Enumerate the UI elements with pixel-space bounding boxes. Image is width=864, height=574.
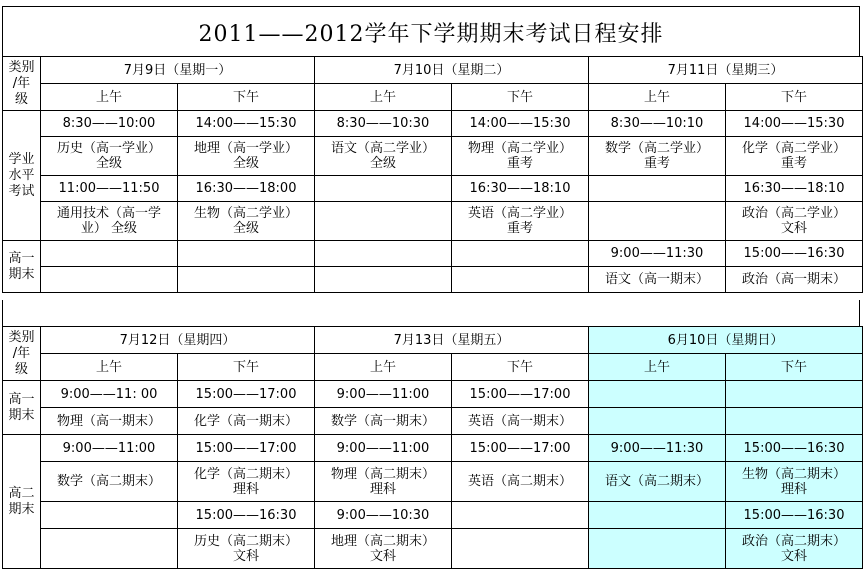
exam-subject: 政治（高二学业） [741, 206, 846, 221]
exam-subject: 地理（高二期末） [330, 533, 435, 549]
exam-subject: 政治（高二期末） [741, 533, 846, 549]
exam-cell [178, 202, 315, 241]
time-cell: 11:00——11:50 [41, 176, 178, 202]
exam-cell [452, 267, 589, 293]
exam-cell: 政治（高一期末） [726, 267, 863, 293]
time-cell: 15:00——16:30 [726, 502, 863, 529]
exam-subject: 历史（高一学业） [56, 141, 161, 156]
time-cell: 14:00——15:30 [452, 111, 589, 137]
group-label-line: 高二 [8, 485, 35, 501]
exam-cell [589, 462, 726, 502]
time-cell [315, 176, 452, 202]
group-label-line: 水平 [8, 167, 35, 183]
exam-note: 理科 [780, 481, 807, 497]
exam-cell [452, 529, 589, 569]
pm-header: 下午 [452, 354, 589, 381]
group-label [3, 241, 41, 293]
category-header-line: 类别 [8, 329, 35, 345]
exam-note: 全级 [369, 156, 396, 171]
pm-header: 下午 [726, 84, 863, 111]
exam-cell [41, 529, 178, 569]
time-cell: 15:00——16:30 [178, 502, 315, 529]
time-cell: 15:00——17:00 [452, 381, 589, 408]
exam-cell [315, 202, 452, 241]
exam-cell [726, 462, 863, 502]
exam-subject: 地理（高一学业） [193, 141, 298, 156]
exam-subject: 物理（高二学业） [467, 141, 572, 156]
exam-cell [315, 267, 452, 293]
exam-cell [452, 202, 589, 241]
time-cell: 16:30——18:00 [178, 176, 315, 202]
exam-cell [41, 267, 178, 293]
schedule-table-bottom [2, 326, 863, 569]
am-header: 上午 [41, 354, 178, 381]
day-header: 7月9日（星期一） [41, 57, 315, 84]
category-header-line: 类别 [8, 59, 35, 75]
exam-note: 文科 [369, 548, 396, 564]
exam-cell [178, 267, 315, 293]
exam-cell: 语文（高一期末） [589, 267, 726, 293]
group-label-line: 高一 [8, 391, 35, 407]
time-cell: 9:00——11:00 [315, 381, 452, 408]
exam-subject: 英语（高二期末） [467, 474, 572, 489]
exam-cell: 化学（高一期末） [178, 408, 315, 435]
group-label-line: 期末 [8, 501, 35, 517]
time-cell: 16:30——18:10 [452, 176, 589, 202]
exam-subject: 数学（高二学业） [604, 141, 709, 156]
exam-subject: 历史（高二期末） [193, 533, 298, 549]
time-cell: 9:00——11:30 [589, 241, 726, 267]
exam-cell [178, 462, 315, 502]
day-header: 7月11日（星期三） [589, 57, 863, 84]
exam-note: 全级 [95, 156, 122, 171]
time-cell: 9:00——11: 00 [41, 381, 178, 408]
time-cell: 16:30——18:10 [726, 176, 863, 202]
time-cell: 9:00——10:30 [315, 502, 452, 529]
exam-cell [726, 529, 863, 569]
exam-subject: 语文（高二学业） [330, 141, 435, 156]
exam-cell [589, 202, 726, 241]
time-cell: 15:00——17:00 [178, 435, 315, 462]
exam-note: 重考 [643, 156, 670, 171]
exam-note: 业） 全级 [80, 221, 138, 236]
day-header: 7月12日（星期四） [41, 327, 315, 354]
day-header: 7月13日（星期五） [315, 327, 589, 354]
exam-cell [589, 137, 726, 176]
am-header: 上午 [589, 84, 726, 111]
am-header: 上午 [315, 84, 452, 111]
exam-cell [452, 137, 589, 176]
pm-header: 下午 [726, 354, 863, 381]
category-header-line: /年 [12, 345, 31, 361]
exam-note: 重考 [506, 221, 533, 236]
group-label-line: 学业 [8, 151, 35, 167]
exam-subject: 生物（高二期末） [741, 466, 846, 482]
exam-cell [315, 529, 452, 569]
exam-cell [726, 137, 863, 176]
exam-subject: 英语（高二学业） [467, 206, 572, 221]
exam-cell [589, 408, 726, 435]
time-cell: 9:00——11:00 [41, 435, 178, 462]
group-label [3, 111, 41, 241]
exam-cell [41, 462, 178, 502]
time-cell: 9:00——11:00 [315, 435, 452, 462]
exam-subject: 化学（高二期末） [193, 466, 298, 482]
exam-cell [315, 137, 452, 176]
exam-cell: 数学（高一期末） [315, 408, 452, 435]
time-cell [41, 241, 178, 267]
exam-note: 文科 [780, 221, 807, 236]
exam-subject: 生物（高二学业） [193, 206, 298, 221]
day-header: 7月10日（星期二） [315, 57, 589, 84]
group-label-line: 期末 [8, 266, 35, 282]
time-cell [315, 241, 452, 267]
exam-cell [452, 462, 589, 502]
exam-cell [178, 529, 315, 569]
pm-header: 下午 [452, 84, 589, 111]
exam-cell [726, 408, 863, 435]
group-label-line: 考试 [8, 183, 35, 199]
time-cell [589, 502, 726, 529]
exam-subject: 物理（高二期末） [330, 466, 435, 482]
time-cell [452, 502, 589, 529]
exam-subject: 语文（高二期末） [604, 474, 709, 489]
exam-note: 文科 [232, 548, 259, 564]
exam-subject: 化学（高二学业） [741, 141, 846, 156]
exam-cell: 英语（高一期末） [452, 408, 589, 435]
am-header: 上午 [315, 354, 452, 381]
category-header [3, 57, 41, 111]
exam-cell [41, 137, 178, 176]
group-label-line: 期末 [8, 407, 35, 423]
time-cell: 15:00——16:30 [726, 435, 863, 462]
exam-subject: 数学（高二期末） [56, 474, 161, 489]
pm-header: 下午 [178, 84, 315, 111]
group-label [3, 435, 41, 569]
time-cell: 15:00——16:30 [726, 241, 863, 267]
category-header-line: 级 [14, 361, 28, 377]
exam-note: 理科 [232, 481, 259, 497]
exam-cell [589, 529, 726, 569]
section-gap [2, 300, 860, 326]
category-header-line: 级 [14, 91, 28, 107]
group-label-line: 高一 [8, 250, 35, 266]
time-cell [589, 176, 726, 202]
time-cell [41, 502, 178, 529]
time-cell: 8:30——10:10 [589, 111, 726, 137]
exam-subject: 通用技术（高一学 [56, 206, 161, 221]
time-cell: 15:00——17:00 [178, 381, 315, 408]
group-label [3, 381, 41, 435]
time-cell: 15:00——17:00 [452, 435, 589, 462]
category-header [3, 327, 41, 381]
time-cell: 14:00——15:30 [178, 111, 315, 137]
am-header: 上午 [41, 84, 178, 111]
time-cell: 9:00——11:30 [589, 435, 726, 462]
time-cell [178, 241, 315, 267]
exam-cell [315, 462, 452, 502]
exam-note: 重考 [780, 156, 807, 171]
category-header-line: /年 [12, 75, 31, 91]
time-cell [452, 241, 589, 267]
pm-header: 下午 [178, 354, 315, 381]
time-cell: 8:30——10:30 [315, 111, 452, 137]
time-cell [726, 381, 863, 408]
time-cell: 14:00——15:30 [726, 111, 863, 137]
exam-cell [41, 202, 178, 241]
page-title: 2011——2012学年下学期期末考试日程安排 [2, 6, 860, 57]
exam-cell [726, 202, 863, 241]
am-header: 上午 [589, 354, 726, 381]
exam-note: 全级 [232, 221, 259, 236]
exam-cell [178, 137, 315, 176]
time-cell [589, 381, 726, 408]
time-cell: 8:30——10:00 [41, 111, 178, 137]
day-header: 6月10日（星期日） [589, 327, 863, 354]
exam-note: 文科 [780, 548, 807, 564]
exam-note: 全级 [232, 156, 259, 171]
exam-note: 重考 [506, 156, 533, 171]
schedule-table-top [2, 56, 863, 293]
exam-note: 理科 [369, 481, 396, 497]
exam-cell: 物理（高一期末） [41, 408, 178, 435]
